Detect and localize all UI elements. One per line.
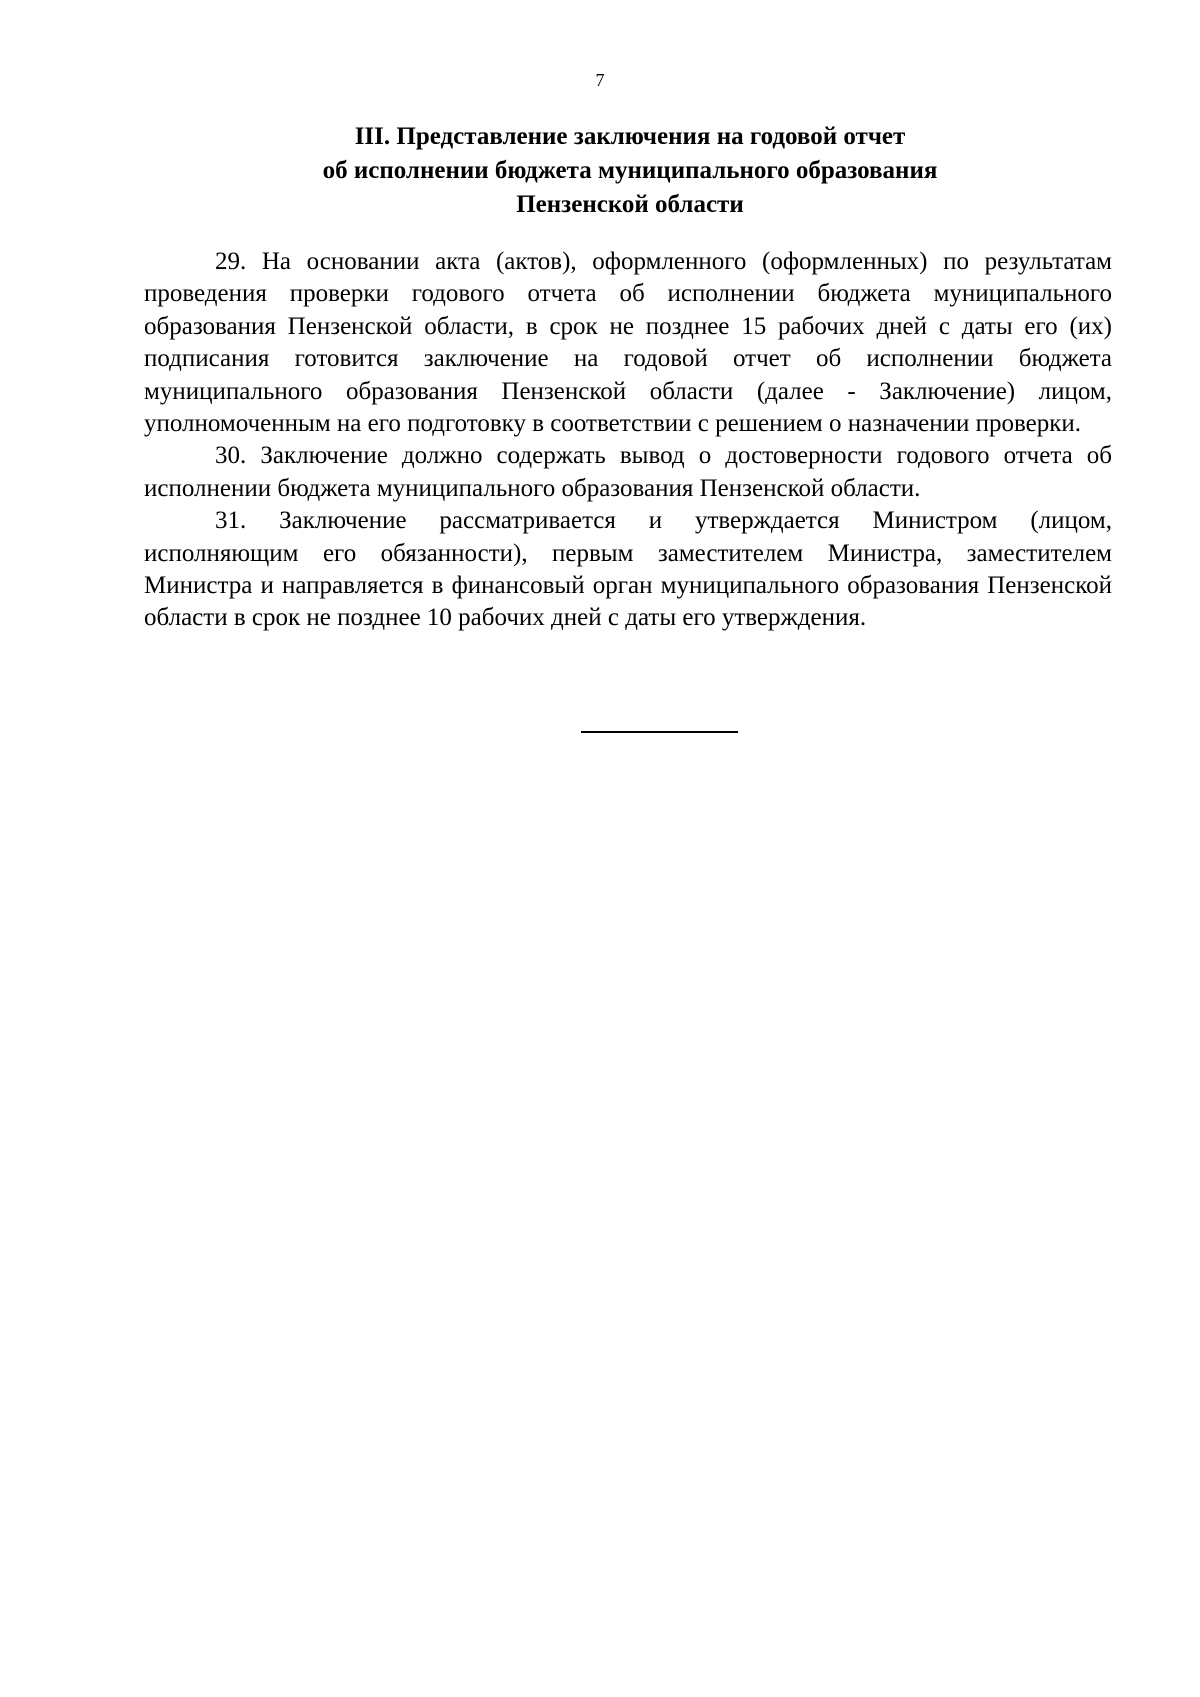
heading-line-3: Пензенской области	[516, 191, 744, 218]
paragraph-31: 31. Заключение рассматривается и утверждается Министром (лицом, исполняющим его обязанности), первым заместителем Министра, заместителем Министра и направляется в финансовый орган муниципального образования Пензенской области в срок не позднее 10 рабочих дней с даты его утверждения.	[144, 507, 1112, 632]
body-text	[144, 246, 1112, 635]
page-number: 7	[595, 70, 605, 90]
paragraph-29: 29. На основании акта (актов), оформленного (оформленных) по результатам проведения проверки годового отчета об исполнении бюджета муниципального образования Пензенской области, в срок не позднее 15 рабочих дней с даты его (их) подписания готовится заключение на годовой отчет об исполнении бюджета муниципального образования Пензенской области (далее - Заключение) лицом, уполномоченным на его подготовку в соответствии с решением о назначении проверки.	[144, 248, 1112, 438]
paragraph-30: 30. Заключение должно содержать вывод о достоверности годового отчета об исполнении бюджета муниципального образования Пензенской области.	[144, 442, 1112, 502]
end-separator-line	[581, 731, 738, 733]
heading-line-1: III. Представление заключения на годовой отчет	[354, 123, 906, 150]
heading-line-2: об исполнении бюджета муниципального образования	[322, 157, 938, 184]
section-heading	[160, 120, 1100, 222]
